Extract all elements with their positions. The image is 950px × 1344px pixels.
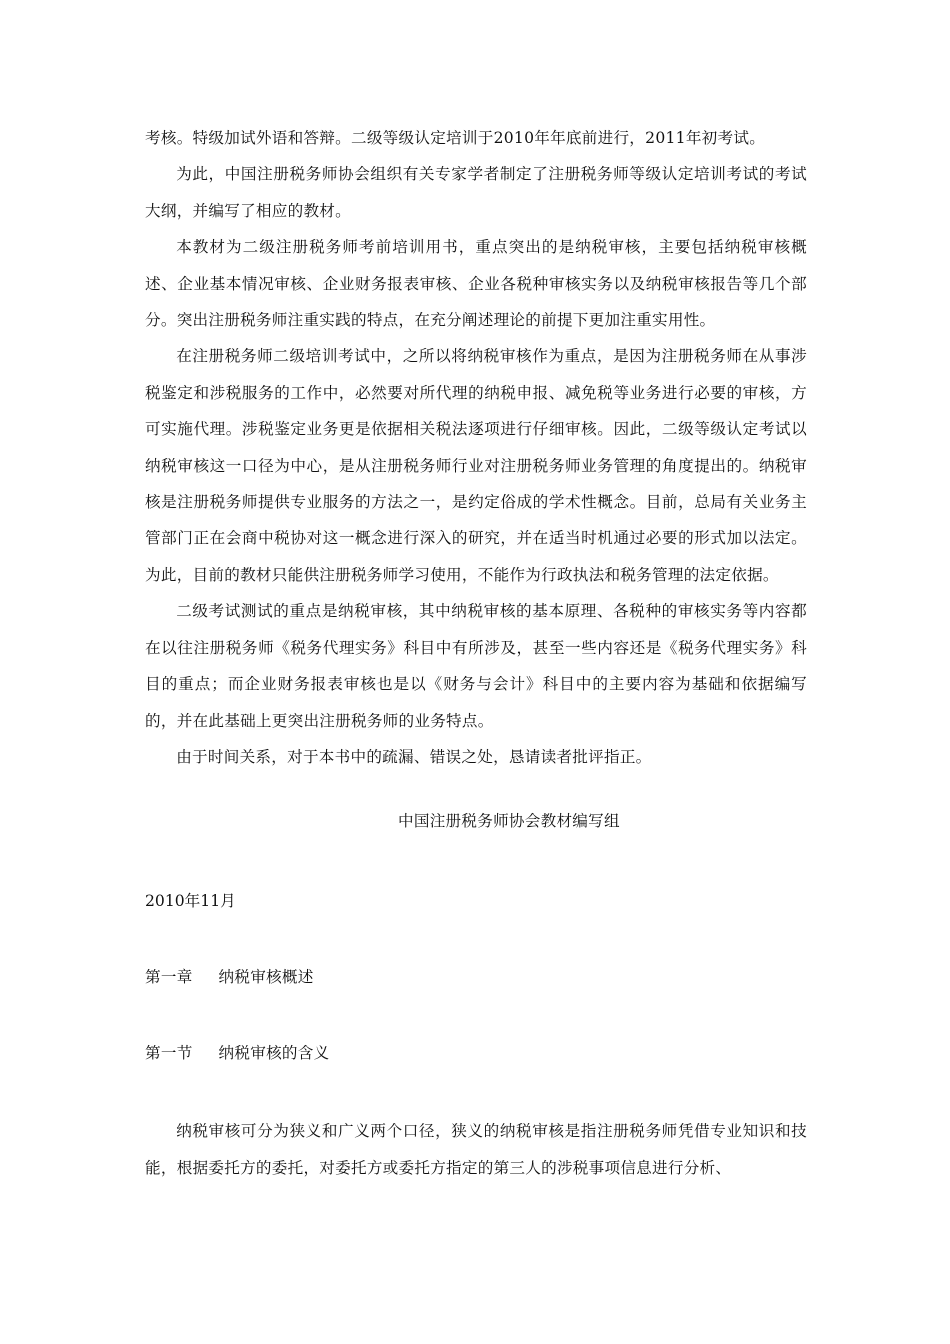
document-content — [145, 120, 807, 1186]
chapter-heading — [145, 959, 807, 995]
chapter-number: 第一章 — [145, 968, 193, 987]
paragraph-purpose: 为此，中国注册税务师协会组织有关专家学者制定了注册税务师等级认定培训考试的考试大纲，并编写了相应的教材。 — [145, 165, 807, 220]
paragraph-section-body: 纳税审核可分为狭义和广义两个口径，狭义的纳税审核是指注册税务师凭借专业知识和技能，根据委托方的委托，对委托方或委托方指定的第三人的涉税事项信息进行分析、 — [145, 1122, 807, 1177]
chapter-title: 纳税审核概述 — [218, 968, 314, 987]
section-number: 第一节 — [145, 1044, 193, 1063]
paragraph-exam-schedule: 考核。特级加试外语和答辩。二级等级认定培训于2010年年底前进行，2011年初考试。 — [145, 129, 766, 147]
paragraph-apology: 由于时间关系，对于本书中的疏漏、错误之处，恳请读者批评指正。 — [176, 747, 652, 766]
paragraph-textbook-overview: 本教材为二级注册税务师考前培训用书，重点突出的是纳税审核，主要包括纳税审核概述、企业基本情况审核、企业财务报表审核、企业各税种审核实务以及纳税审核报告等几个部分。突出注册税务师注重实践的特点，在充分阐述理论的前提下更加注重实用性。 — [145, 238, 807, 330]
signature-organization: 中国注册税务师协会教材编写组 — [398, 812, 620, 831]
section-heading — [145, 1035, 807, 1071]
paragraph-review-focus: 在注册税务师二级培训考试中，之所以将纳税审核作为重点，是因为注册税务师在从事涉税鉴定和涉税服务的工作中，必然要对所代理的纳税申报、减免税等业务进行必要的审核，方可实施代理。涉税鉴定业务更是依据相关税法逐项进行仔细审核。因此，二级等级认定考试以纳税审核这一口径为中心，是从注册税务师行业对注册税务师业务管理的角度提出的。纳税审核是注册税务师提供专业服务的方法之一，是约定俗成的学术性概念。目前，总局有关业务主管部门正在会商中税协对这一概念进行深入的研究，并在适当时机通过必要的形式加以法定。为此，目前的教材只能供注册税务师学习使用，不能作为行政执法和税务管理的法定依据。 — [145, 347, 807, 584]
paragraph-exam-content: 二级考试测试的重点是纳税审核，其中纳税审核的基本原理、各税种的审核实务等内容都在以往注册税务师《税务代理实务》科目中有所涉及，甚至一些内容还是《税务代理实务》科目的重点；而企业财务报表审核也是以《财务与会计》科目中的主要内容为基础和依据编写的，并在此基础上更突出注册税务师的业务特点。 — [145, 602, 807, 730]
signature-date: 2010年11月 — [145, 892, 236, 911]
section-title: 纳税审核的含义 — [218, 1044, 330, 1063]
